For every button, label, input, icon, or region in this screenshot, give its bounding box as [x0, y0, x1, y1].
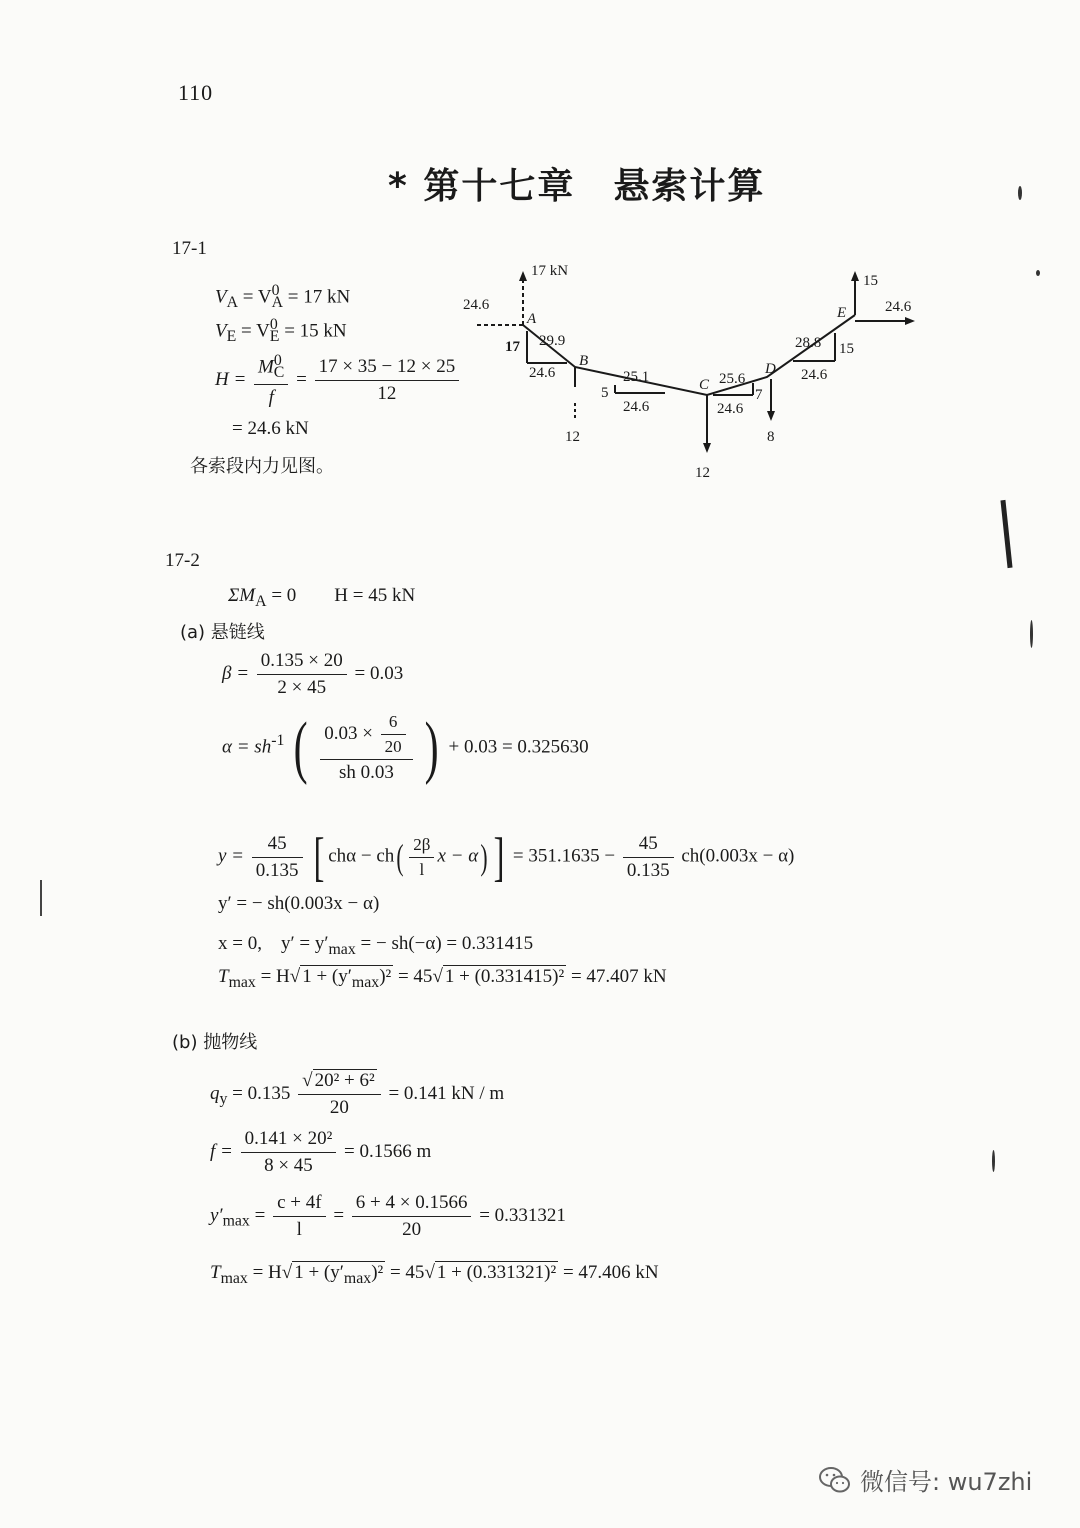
label-h-ab: 24.6 — [529, 365, 556, 381]
label-load-e: 15 — [863, 273, 878, 289]
eq-va: $V_A = V^0_A = 17$ kN — [215, 282, 351, 312]
label-seg-cd: 25.6 — [719, 371, 746, 387]
section-label-17-1: 17-1 — [172, 238, 207, 259]
label-node-d: D — [765, 361, 776, 377]
label-node-c: C — [699, 377, 710, 393]
scan-mark — [1000, 500, 1012, 568]
label-load-c: 12 — [695, 465, 710, 481]
label-seg-bc: 25.1 — [623, 369, 650, 385]
eq-x0: x = 0, $y' = y'_{max}$ = − sh(−α) = 0.331415 — [218, 933, 534, 958]
chapter-title: * 第十七章 悬索计算 — [388, 166, 766, 207]
eq-qy: $q_y = 0.135$ $\frac{\text{√ 20² + 6²}}{20}$ = 0.141 kN / m — [210, 1070, 505, 1118]
cable-force-diagram — [455, 255, 935, 485]
label-load-a: 17 kN — [531, 263, 569, 279]
eq-ymax: $y'_{max}$ = $\frac{c + 4f}{l}$ = $\frac{6 + 4 \times 0.1566}{20}$ = 0.331321 — [210, 1192, 566, 1240]
watermark — [818, 1462, 1032, 1497]
label-node-a: A — [527, 311, 537, 327]
label-node-b: B — [579, 353, 589, 369]
heading-b: (b) 抛物线 — [172, 1032, 258, 1053]
label-h-bc: 24.6 — [623, 399, 650, 415]
eq-moment: $\Sigma M_A = 0$ H = 45 kN — [228, 585, 416, 610]
heading-a: (a) 悬链线 — [180, 622, 265, 643]
wechat-icon — [818, 1465, 852, 1495]
eq-tmax-a: $T_{max} = H√$ $1 + (y'_{max})^2 = 45√$ 1 + (0.331415)² = 47.407 kN — [218, 966, 667, 991]
eq-alpha: $\alpha = sh^{-1}$ ( 0.03 × $\frac{6}{20}$ sh 0.03 ) + 0.03 = 0.325630 — [222, 709, 589, 786]
label-h-left: 24.6 — [463, 297, 490, 313]
label-v-bc: 5 — [601, 385, 609, 401]
cable-line — [523, 315, 855, 395]
scan-mark — [40, 880, 42, 916]
eq-beta: β = $\frac{0.135 \times 20}{2 \times 45}$ = 0.03 — [222, 650, 404, 698]
section-label-17-2: 17-2 — [165, 550, 200, 571]
eq-f: f = $\frac{\text{0.141 × 20²}}{8 \times 45}$ = 0.1566 m — [210, 1128, 432, 1176]
eq-y: y = $\frac{45}{0.135}$ [ chα − ch( $\frac{2\beta}{l}$ x − α) ] = 351.1635 − $\frac{45}{0.135}$ ch(0.003x − α) — [218, 827, 795, 887]
label-v-de: 15 — [839, 341, 854, 357]
eq-h-result: = 24.6 kN — [232, 418, 309, 439]
label-h-cd: 24.6 — [717, 401, 744, 417]
page-number: 110 — [178, 80, 214, 105]
label-load-b: 12 — [565, 429, 580, 445]
label-seg-ab: 29.9 — [539, 333, 566, 349]
note-text: 各索段内力见图。 — [190, 456, 334, 477]
eq-yprime: y′ = − sh(0.003x − α) — [218, 893, 380, 914]
label-node-e: E — [837, 305, 847, 321]
label-h-right: 24.6 — [885, 299, 912, 315]
label-seg-de: 28.8 — [795, 335, 822, 351]
label-v-cd: 7 — [755, 387, 763, 403]
watermark-text: 微信号: wu7zhi — [860, 1468, 1033, 1496]
eq-ve: $V_E = V^0_E = 15$ kN — [215, 316, 347, 346]
label-h-de: 24.6 — [801, 367, 828, 383]
eq-tmax-b: $T_{max} = H√$ $1 + (y'_{max})^2 = 45√$ 1 + (0.331321)² = 47.406 kN — [210, 1262, 659, 1287]
label-v-ab: 17 — [505, 339, 520, 355]
label-load-d: 8 — [767, 429, 775, 445]
eq-h: H = $\frac{M^0_C}{f}$ = $\frac{17 \times 35 - 12 \times 25}{12}$ — [215, 352, 462, 409]
